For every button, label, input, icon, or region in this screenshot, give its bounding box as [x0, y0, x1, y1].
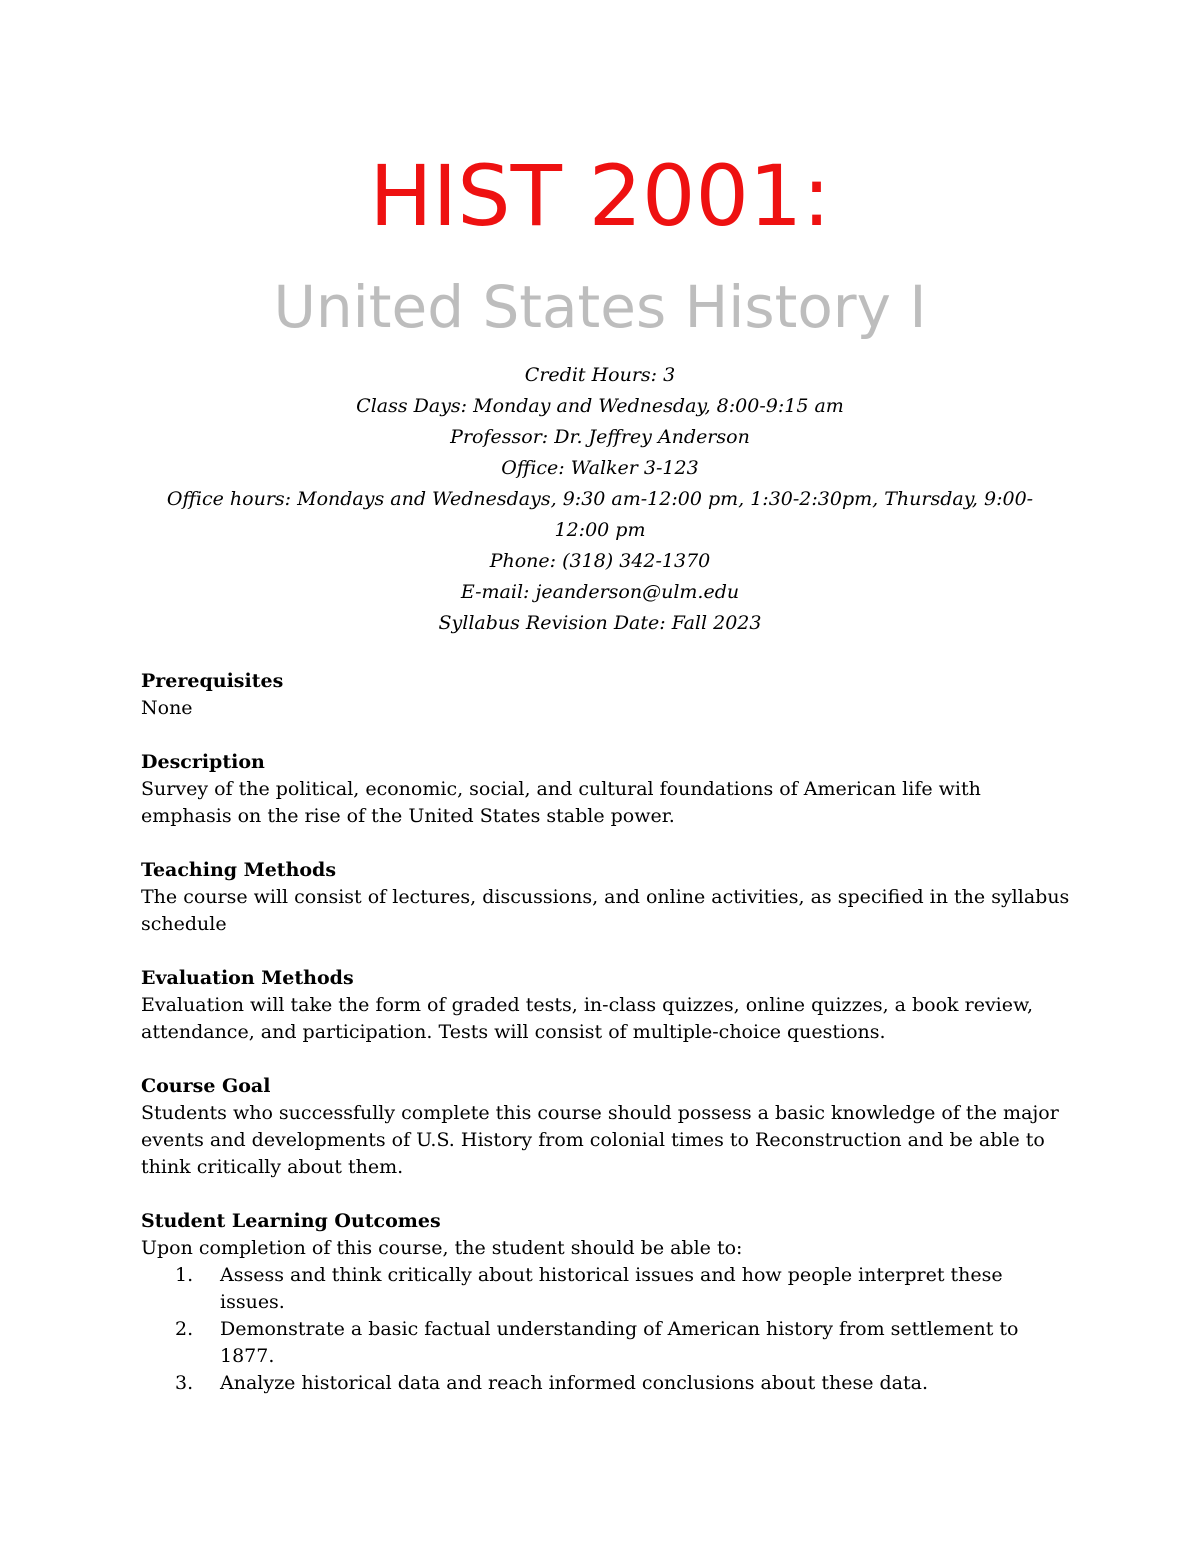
- section-evaluation-methods: [141, 965, 1071, 1046]
- section-description: [141, 749, 1071, 830]
- list-item: [141, 1262, 1071, 1316]
- list-item-number: 2.: [175, 1318, 194, 1340]
- list-item-number: 1.: [175, 1264, 194, 1286]
- section-course-goal: [141, 1073, 1071, 1181]
- section-learning-outcomes: [141, 1208, 1071, 1397]
- section-body: The course will consist of lectures, discussions, and online activities, as specified in the syllabus schedule: [141, 886, 1070, 935]
- section-heading: Evaluation Methods: [141, 967, 354, 989]
- title-block: [0, 148, 1200, 342]
- list-item: [141, 1316, 1071, 1370]
- course-info-block: [140, 360, 1060, 639]
- section-intro: Upon completion of this course, the student should be able to:: [141, 1237, 743, 1259]
- section-heading: Student Learning Outcomes: [141, 1210, 441, 1232]
- phone: Phone: (318) 342-1370: [489, 550, 711, 572]
- section-heading: Prerequisites: [141, 670, 284, 692]
- syllabus-content: [141, 668, 1071, 1424]
- list-item: [141, 1370, 1071, 1397]
- section-body: Survey of the political, economic, social, and cultural foundations of American life with emphasis on the rise of the United States stable power.: [141, 778, 981, 827]
- office: Office: Walker 3-123: [501, 457, 699, 479]
- class-days: Class Days: Monday and Wednesday, 8:00-9:15 am: [356, 395, 844, 417]
- list-item-number: 3.: [175, 1372, 194, 1394]
- credit-hours: Credit Hours: 3: [524, 364, 676, 386]
- course-name-title: United States History I: [273, 273, 927, 341]
- list-item-text: Assess and think critically about historical issues and how people interpret these issues.: [220, 1264, 1003, 1313]
- office-hours-line-1: Office hours: Mondays and Wednesdays, 9:30 am-12:00 pm, 1:30-2:30pm, Thursday, 9:00-: [166, 488, 1034, 510]
- section-heading: Teaching Methods: [141, 859, 337, 881]
- list-item-text: Analyze historical data and reach informed conclusions about these data.: [220, 1372, 928, 1394]
- section-teaching-methods: [141, 857, 1071, 938]
- section-heading: Course Goal: [141, 1075, 271, 1097]
- section-heading: Description: [141, 751, 265, 773]
- section-body: Students who successfully complete this course should possess a basic knowledge of the major events and developments of U.S. History from colonial times to Reconstruction and be able to think critically about them.: [141, 1102, 1059, 1178]
- email: E-mail: jeanderson@ulm.edu: [460, 581, 740, 603]
- section-body: Evaluation will take the form of graded tests, in-class quizzes, online quizzes, a book review, attendance, and participation. Tests will consist of multiple-choice questions.: [141, 994, 1034, 1043]
- outcomes-list: [141, 1262, 1071, 1397]
- course-code-title: HIST 2001:: [369, 147, 831, 245]
- section-body: None: [141, 697, 193, 719]
- section-prerequisites: [141, 668, 1071, 722]
- list-item-text: Demonstrate a basic factual understanding of American history from settlement to 1877.: [220, 1318, 1019, 1367]
- revision-date: Syllabus Revision Date: Fall 2023: [438, 612, 762, 634]
- office-hours-line-2: 12:00 pm: [554, 519, 646, 541]
- professor: Professor: Dr. Jeffrey Anderson: [450, 426, 750, 448]
